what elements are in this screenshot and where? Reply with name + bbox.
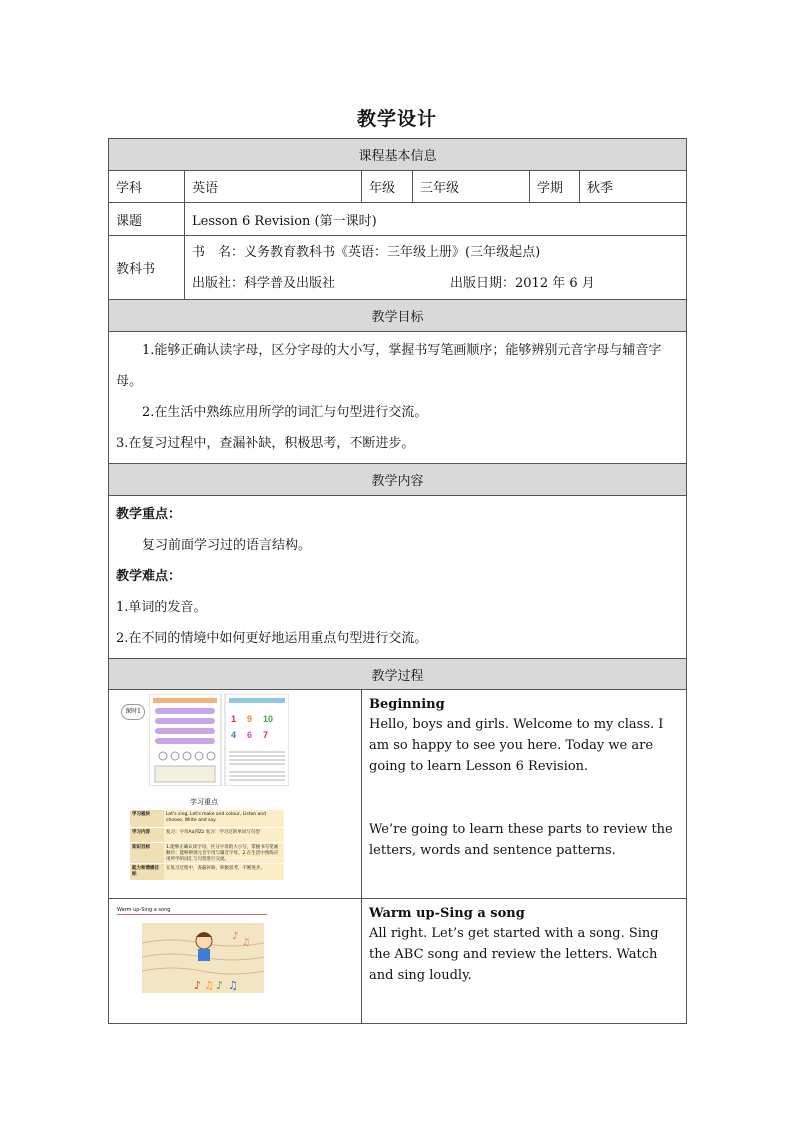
term-label: 学期 xyxy=(530,171,580,203)
slide-caption: Warm up-Sing a song xyxy=(117,907,267,915)
slide-summary-table xyxy=(130,810,284,880)
lesson-plan-table xyxy=(108,138,687,1024)
publisher-line xyxy=(192,268,679,299)
svg-text:7: 7 xyxy=(263,730,269,740)
objectives-row xyxy=(109,332,687,464)
warmup-slide-cell xyxy=(109,899,362,1024)
song-slide-image xyxy=(142,923,264,993)
objective-item: 3.在复习过程中，查漏补缺，积极思考，不断进步。 xyxy=(116,436,415,451)
worksheet-thumbnail xyxy=(149,694,289,786)
svg-text:♫: ♫ xyxy=(228,979,238,992)
process-header-row xyxy=(109,659,687,690)
slide-title: 学习重点 xyxy=(190,798,218,806)
term-value: 秋季 xyxy=(580,171,687,203)
subject-label: 学科 xyxy=(109,171,185,203)
spacer xyxy=(369,777,679,819)
grade-label: 年级 xyxy=(362,171,413,203)
process-step-row xyxy=(109,690,687,899)
objectives-cell xyxy=(109,332,687,464)
grade-value: 三年级 xyxy=(413,171,530,203)
key-point-text: 复习前面学习过的语言结构。 xyxy=(142,538,312,553)
step-heading: Beginning xyxy=(369,697,445,712)
svg-text:♪: ♪ xyxy=(216,979,224,992)
content-cell xyxy=(109,496,687,659)
textbook-row xyxy=(109,236,687,300)
svg-text:10: 10 xyxy=(263,714,274,724)
objectives-header: 教学目标 xyxy=(109,300,687,332)
svg-text:9: 9 xyxy=(247,714,253,724)
difficult-point-label: 教学难点： xyxy=(116,569,182,584)
content-row xyxy=(109,496,687,659)
svg-text:4: 4 xyxy=(231,730,237,740)
step-paragraph: All right. Let’s get started with a song. Sing the ABC song and review the letters. Watch and sing loudly. xyxy=(369,926,659,983)
step-paragraph: Hello, boys and girls. Welcome to my class. I am so happy to see you here. Today we are going to learn Lesson 6 Revision. xyxy=(369,717,664,774)
warmup-text-cell xyxy=(362,899,687,1024)
beginning-slide-cell xyxy=(109,690,362,899)
slide-badge: 课时1 xyxy=(121,704,145,720)
objective-item: 2.在生活中熟练应用所学的词汇与句型进行交流。 xyxy=(142,405,428,420)
publish-date: 出版日期：2012 年 6 月 xyxy=(450,275,595,291)
basic-info-header-row xyxy=(109,139,687,171)
objective-item: 1.能够正确认读字母，区分字母的大小写，掌握书写笔画顺序；能够辨别元音字母与辅音字母。 xyxy=(116,343,662,389)
objectives-header-row xyxy=(109,300,687,332)
content-header: 教学内容 xyxy=(109,464,687,496)
step-paragraph: We’re going to learn these parts to review the letters, words and sentence patterns. xyxy=(369,822,673,858)
textbook-info xyxy=(185,236,687,300)
topic-value: Lesson 6 Revision (第一课时) xyxy=(185,203,687,236)
basic-info-header: 课程基本信息 xyxy=(109,139,687,171)
difficult-item: 1.单词的发音。 xyxy=(116,600,207,615)
publisher: 出版社：科学普及出版社 xyxy=(192,275,336,291)
process-step-row xyxy=(109,899,687,1024)
slide-row: 学习板块 Let's sing, Let's make and colour, Listen and choose, Write and say xyxy=(130,810,284,828)
subject-row xyxy=(109,171,687,203)
svg-text:6: 6 xyxy=(247,730,253,740)
subject-value: 英语 xyxy=(185,171,362,203)
slide-row: 学习内容 复习：字母Aa到Zz 复习：学习过的单词与句型 xyxy=(130,828,284,843)
svg-text:♫: ♫ xyxy=(242,938,251,948)
document-title: 教学设计 xyxy=(356,108,437,130)
svg-text:♪: ♪ xyxy=(232,931,239,942)
step-heading: Warm up-Sing a song xyxy=(369,906,525,921)
key-point-label: 教学重点： xyxy=(116,507,182,522)
slide-row: 知识目标 1.能够正确认读字母，区分字母的大小写，掌握书写笔画顺序；能够辨别元音字母与辅音字母。2.在生活中熟练应用所学的词汇与句型进行交流。 xyxy=(130,843,284,864)
svg-text:♫: ♫ xyxy=(204,979,214,992)
book-name: 书 名：义务教育教科书《英语：三年级上册》(三年级起点) xyxy=(192,244,541,260)
svg-text:1: 1 xyxy=(231,714,237,724)
textbook-label: 教科书 xyxy=(109,236,185,300)
svg-text:♪: ♪ xyxy=(194,979,202,992)
badge-bubble xyxy=(121,704,143,722)
slide-row: 能力和情感目标 在复习过程中，查漏补缺，积极思考，不断进步。 xyxy=(130,864,284,880)
process-header: 教学过程 xyxy=(109,659,687,690)
beginning-text-cell xyxy=(362,690,687,899)
topic-row xyxy=(109,203,687,236)
content-header-row xyxy=(109,464,687,496)
difficult-item: 2.在不同的情境中如何更好地运用重点句型进行交流。 xyxy=(116,631,428,646)
topic-label: 课题 xyxy=(109,203,185,236)
